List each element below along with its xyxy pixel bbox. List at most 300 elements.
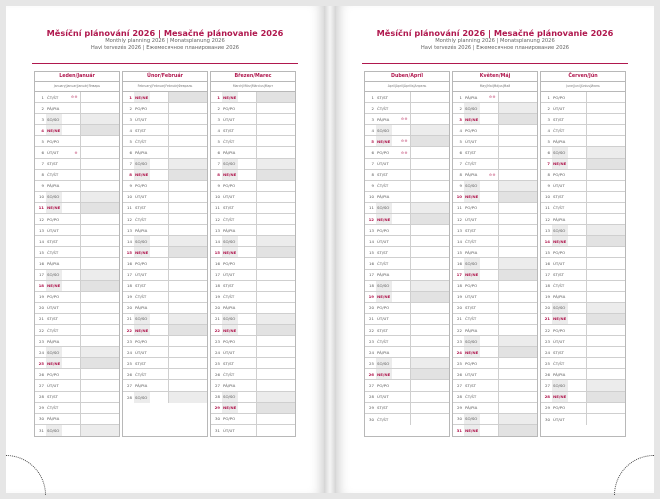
moon-phase-icon [62, 292, 80, 302]
note-cell[interactable] [256, 336, 295, 346]
note-cell[interactable] [80, 325, 119, 335]
note-cell[interactable] [586, 303, 625, 313]
note-cell[interactable] [80, 303, 119, 313]
note-cell[interactable] [256, 258, 295, 268]
note-cell[interactable] [168, 270, 207, 280]
weekday-label: PÁ/PIA [223, 382, 236, 388]
moon-phase-icon [568, 347, 586, 357]
note-cell[interactable] [586, 358, 625, 368]
note-cell[interactable] [168, 325, 207, 335]
note-cell[interactable] [256, 325, 295, 335]
moon-phase-icon [392, 247, 410, 257]
weekday-label: PÁ/PIA [135, 150, 148, 156]
note-cell[interactable] [168, 192, 207, 202]
note-cell[interactable] [256, 203, 295, 213]
day-row [211, 159, 295, 170]
note-cell[interactable] [498, 125, 537, 135]
note-cell[interactable] [410, 281, 449, 291]
weekday-label: NE/NE [222, 170, 238, 180]
note-cell[interactable] [498, 292, 537, 302]
note-cell[interactable] [410, 292, 449, 302]
day-number: 26 [368, 371, 374, 377]
note-cell[interactable] [256, 92, 295, 102]
note-cell[interactable] [410, 225, 449, 235]
day-row [453, 136, 537, 147]
weekday-label: PÁ/PIA [553, 216, 566, 222]
moon-phase-icon [568, 236, 586, 246]
note-cell[interactable] [498, 258, 537, 268]
day-number: 27 [39, 382, 44, 388]
note-cell[interactable] [410, 181, 449, 191]
note-cell[interactable] [586, 103, 625, 113]
day-number: 16 [369, 260, 374, 266]
note-cell[interactable] [256, 270, 295, 280]
note-cell[interactable] [80, 125, 119, 135]
day-row [541, 292, 625, 303]
note-cell[interactable] [410, 247, 449, 257]
day-number: 25 [127, 360, 132, 366]
note-cell[interactable] [80, 203, 119, 213]
moon-phase-icon [568, 336, 586, 346]
weekday-label: ČT/ŠT [377, 105, 389, 111]
note-cell[interactable] [498, 214, 537, 224]
moon-phase-icon [568, 358, 586, 368]
note-cell[interactable] [168, 369, 207, 379]
moon-phase-icon [238, 103, 256, 113]
note-cell[interactable] [586, 247, 625, 257]
note-cell[interactable] [586, 214, 625, 224]
note-cell[interactable] [256, 225, 295, 235]
note-cell[interactable] [168, 247, 207, 257]
note-cell[interactable] [498, 270, 537, 280]
note-cell[interactable] [586, 258, 625, 268]
weekday-label: NE/NE [222, 325, 238, 335]
note-cell[interactable] [80, 236, 119, 246]
weekday-label: ÚT/UT [553, 105, 565, 111]
day-number: 27 [545, 382, 550, 388]
note-cell[interactable] [80, 247, 119, 257]
day-row [35, 403, 119, 414]
note-cell[interactable] [498, 325, 537, 335]
day-number: 13 [39, 227, 44, 233]
note-cell[interactable] [498, 414, 537, 424]
page-title: Měsíční plánování 2026 | Mesačné plánovanie 2026 [46, 28, 284, 38]
note-cell[interactable] [80, 292, 119, 302]
note-cell[interactable] [586, 125, 625, 135]
note-cell[interactable] [586, 203, 625, 213]
note-cell[interactable] [256, 103, 295, 113]
month-translations: June|Juni|Június|Июнь [541, 82, 625, 92]
note-cell[interactable] [168, 92, 207, 102]
day-row [35, 292, 119, 303]
moon-phase-icon [150, 192, 168, 202]
weekday-label: ÚT/UT [47, 382, 59, 388]
note-cell[interactable] [410, 170, 449, 180]
note-cell[interactable] [80, 214, 119, 224]
note-cell[interactable] [410, 270, 449, 280]
moon-phase-icon [150, 392, 168, 403]
note-cell[interactable] [586, 147, 625, 157]
day-row [123, 281, 207, 292]
note-cell[interactable] [410, 380, 449, 390]
note-cell[interactable] [410, 92, 449, 102]
note-cell[interactable] [586, 392, 625, 402]
day-row [35, 103, 119, 114]
moon-phase-icon [568, 314, 586, 324]
note-cell[interactable] [80, 392, 119, 402]
day-row [365, 325, 449, 336]
note-cell[interactable] [80, 403, 119, 413]
day-number: 1 [459, 94, 462, 100]
moon-phase-icon [480, 336, 498, 346]
weekday-label: ČT/ŠT [223, 216, 235, 222]
note-cell[interactable] [168, 380, 207, 390]
note-cell[interactable] [256, 425, 295, 436]
day-row [541, 392, 625, 403]
day-row [541, 203, 625, 214]
day-row [35, 380, 119, 391]
note-cell[interactable] [256, 358, 295, 368]
note-cell[interactable] [586, 270, 625, 280]
note-cell[interactable] [498, 203, 537, 213]
note-cell[interactable] [80, 92, 119, 102]
day-number: 2 [459, 105, 462, 111]
day-row [35, 192, 119, 203]
day-row [211, 236, 295, 247]
note-cell[interactable] [168, 225, 207, 235]
note-cell[interactable] [410, 369, 449, 379]
note-cell[interactable] [586, 170, 625, 180]
note-cell[interactable] [498, 225, 537, 235]
note-cell[interactable] [256, 392, 295, 402]
note-cell[interactable] [498, 392, 537, 402]
note-cell[interactable] [80, 181, 119, 191]
day-number: 28 [457, 394, 462, 400]
day-number: 27 [127, 382, 132, 388]
note-cell[interactable] [498, 403, 537, 413]
note-cell[interactable] [168, 103, 207, 113]
note-cell[interactable] [256, 236, 295, 246]
note-cell[interactable] [256, 114, 295, 124]
day-number: 2 [41, 105, 44, 111]
moon-phase-icon [480, 247, 498, 257]
note-cell[interactable] [168, 347, 207, 357]
weekday-label: NE/NE [134, 247, 150, 257]
weekday-label: NE/NE [134, 170, 150, 180]
day-number: 2 [547, 105, 550, 111]
day-number: 28 [127, 394, 132, 400]
note-cell[interactable] [498, 425, 537, 436]
note-cell[interactable] [498, 314, 537, 324]
day-row [211, 336, 295, 347]
weekday-label: SO/SO [46, 270, 62, 280]
note-cell[interactable] [498, 170, 537, 180]
note-cell[interactable] [80, 103, 119, 113]
note-cell[interactable] [410, 303, 449, 313]
note-cell[interactable] [80, 159, 119, 169]
note-cell[interactable] [498, 103, 537, 113]
note-cell[interactable] [256, 192, 295, 202]
note-cell[interactable] [256, 214, 295, 224]
note-cell[interactable] [80, 258, 119, 268]
note-cell[interactable] [586, 347, 625, 357]
note-cell[interactable] [586, 92, 625, 102]
note-cell[interactable] [410, 159, 449, 169]
day-number: 20 [127, 305, 132, 311]
note-cell[interactable] [410, 325, 449, 335]
note-cell[interactable] [256, 170, 295, 180]
weekday-label: PÁ/PIA [223, 150, 236, 156]
note-cell[interactable] [410, 203, 449, 213]
note-cell[interactable] [256, 147, 295, 157]
day-number: 2 [217, 105, 220, 111]
note-cell[interactable] [256, 380, 295, 390]
note-cell[interactable] [586, 281, 625, 291]
day-row [35, 136, 119, 147]
note-cell[interactable] [498, 181, 537, 191]
note-cell[interactable] [256, 347, 295, 357]
day-number: 19 [127, 294, 132, 300]
page-subtitle-2: Havi tervezés 2026 | Ежемесячное планирование 2026 [90, 45, 240, 51]
day-row [541, 147, 625, 158]
note-cell[interactable] [586, 159, 625, 169]
note-cell[interactable] [410, 314, 449, 324]
weekday-label: ST/ST [553, 272, 565, 278]
day-row [35, 92, 119, 103]
note-cell[interactable] [498, 281, 537, 291]
weekday-label: PÁ/PIA [47, 416, 60, 422]
note-cell[interactable] [586, 292, 625, 302]
note-cell[interactable] [498, 336, 537, 346]
note-cell[interactable] [168, 392, 207, 403]
note-cell[interactable] [80, 369, 119, 379]
note-cell[interactable] [256, 414, 295, 424]
note-cell[interactable] [498, 347, 537, 357]
note-cell[interactable] [80, 414, 119, 424]
note-cell[interactable] [256, 314, 295, 324]
weekday-label: PO/PO [47, 294, 60, 300]
note-cell[interactable] [80, 192, 119, 202]
weekday-label: PÁ/PIA [465, 327, 478, 333]
day-row [35, 258, 119, 269]
note-cell[interactable] [498, 114, 537, 124]
note-cell[interactable] [256, 303, 295, 313]
moon-phase-icon [568, 392, 586, 402]
note-cell[interactable] [586, 403, 625, 413]
note-cell[interactable] [168, 258, 207, 268]
note-cell[interactable] [168, 114, 207, 124]
weekday-label: NE/NE [376, 292, 392, 302]
note-cell[interactable] [586, 336, 625, 346]
note-cell[interactable] [586, 325, 625, 335]
day-number: 22 [457, 327, 462, 333]
note-cell[interactable] [256, 181, 295, 191]
day-row [123, 236, 207, 247]
note-cell[interactable] [586, 369, 625, 379]
note-cell[interactable] [168, 336, 207, 346]
note-cell[interactable] [168, 281, 207, 291]
note-cell[interactable] [586, 414, 625, 425]
note-cell[interactable] [168, 147, 207, 157]
note-cell[interactable] [498, 192, 537, 202]
day-number: 29 [545, 405, 550, 411]
note-cell[interactable] [586, 192, 625, 202]
day-number: 22 [214, 327, 220, 333]
note-cell[interactable] [80, 136, 119, 146]
weekday-label: NE/NE [464, 347, 480, 357]
day-row [211, 170, 295, 181]
note-cell[interactable] [168, 203, 207, 213]
day-number: 16 [39, 260, 44, 266]
note-cell[interactable] [80, 270, 119, 280]
note-cell[interactable] [80, 114, 119, 124]
note-cell[interactable] [256, 125, 295, 135]
moon-phase-icon: ⊝ [74, 150, 78, 155]
note-cell[interactable] [168, 303, 207, 313]
note-cell[interactable] [410, 347, 449, 357]
note-cell[interactable] [498, 380, 537, 390]
note-cell[interactable] [168, 236, 207, 246]
weekday-label: ST/ST [465, 382, 477, 388]
note-cell[interactable] [410, 336, 449, 346]
note-cell[interactable] [256, 247, 295, 257]
day-number: 14 [369, 238, 374, 244]
note-cell[interactable] [80, 425, 119, 436]
day-row [541, 369, 625, 380]
note-cell[interactable] [586, 380, 625, 390]
note-cell[interactable] [586, 136, 625, 146]
note-cell[interactable] [168, 125, 207, 135]
note-cell[interactable] [586, 314, 625, 324]
note-cell[interactable] [410, 136, 449, 146]
weekday-label: PO/PO [223, 183, 236, 189]
note-cell[interactable] [498, 358, 537, 368]
day-number: 6 [459, 150, 462, 156]
day-number: 30 [457, 416, 462, 422]
note-cell[interactable] [410, 103, 449, 113]
day-row [123, 92, 207, 103]
note-cell[interactable] [168, 292, 207, 302]
day-number: 12 [368, 216, 374, 222]
day-row [541, 403, 625, 414]
note-cell[interactable] [410, 358, 449, 368]
note-cell[interactable] [168, 214, 207, 224]
note-cell[interactable] [168, 136, 207, 146]
note-cell[interactable] [256, 136, 295, 146]
note-cell[interactable] [498, 92, 537, 102]
note-cell[interactable] [586, 225, 625, 235]
note-cell[interactable] [410, 192, 449, 202]
note-cell[interactable] [80, 147, 119, 157]
day-number: 6 [41, 150, 44, 156]
note-cell[interactable] [80, 170, 119, 180]
moon-phase-icon [568, 125, 586, 135]
note-cell[interactable] [168, 170, 207, 180]
day-row [35, 347, 119, 358]
day-row [211, 247, 295, 258]
moon-phase-icon [238, 281, 256, 291]
day-row [453, 214, 537, 225]
note-cell[interactable] [256, 292, 295, 302]
day-row [541, 114, 625, 125]
day-number: 26 [457, 371, 462, 377]
note-cell[interactable] [80, 358, 119, 368]
day-number: 20 [545, 305, 550, 311]
moon-phase-icon [238, 236, 256, 246]
note-cell[interactable] [256, 159, 295, 169]
note-cell[interactable] [498, 236, 537, 246]
moon-phase-icon [62, 258, 80, 268]
note-cell[interactable] [80, 314, 119, 324]
weekday-label: NE/NE [222, 403, 238, 413]
note-cell[interactable] [410, 414, 449, 425]
note-cell[interactable] [168, 358, 207, 368]
note-cell[interactable] [410, 392, 449, 402]
day-row [211, 303, 295, 314]
note-cell[interactable] [256, 369, 295, 379]
note-cell[interactable] [80, 380, 119, 390]
note-cell[interactable] [410, 236, 449, 246]
note-cell[interactable] [168, 314, 207, 324]
note-cell[interactable] [498, 369, 537, 379]
note-cell[interactable] [168, 181, 207, 191]
day-row [365, 125, 449, 136]
note-cell[interactable] [498, 147, 537, 157]
note-cell[interactable] [498, 247, 537, 257]
note-cell[interactable] [80, 281, 119, 291]
moon-phase-icon [150, 103, 168, 113]
moon-phase-icon [568, 258, 586, 268]
day-row [211, 203, 295, 214]
note-cell[interactable] [168, 159, 207, 169]
note-cell[interactable] [586, 114, 625, 124]
day-row [541, 380, 625, 391]
day-number: 15 [457, 249, 462, 255]
moon-phase-icon [480, 380, 498, 390]
day-row [453, 303, 537, 314]
day-number: 18 [215, 283, 220, 289]
note-cell[interactable] [410, 114, 449, 124]
day-row [453, 369, 537, 380]
day-row [453, 292, 537, 303]
moon-phase-icon [62, 425, 80, 436]
moon-phase-icon [480, 159, 498, 169]
note-cell[interactable] [80, 225, 119, 235]
note-cell[interactable] [586, 236, 625, 246]
note-cell[interactable] [410, 147, 449, 157]
moon-phase-icon [480, 347, 498, 357]
note-cell[interactable] [256, 403, 295, 413]
note-cell[interactable] [498, 303, 537, 313]
day-number: 18 [545, 283, 550, 289]
note-cell[interactable] [410, 125, 449, 135]
note-cell[interactable] [498, 159, 537, 169]
day-row [211, 369, 295, 380]
weekday-label: NE/NE [552, 392, 568, 402]
note-cell[interactable] [586, 181, 625, 191]
note-cell[interactable] [410, 403, 449, 413]
note-cell[interactable] [498, 136, 537, 146]
note-cell[interactable] [410, 258, 449, 268]
day-row [35, 281, 119, 292]
note-cell[interactable] [80, 336, 119, 346]
moon-phase-icon [150, 125, 168, 135]
note-cell[interactable] [80, 347, 119, 357]
moon-phase-icon: ⊝⊝ [401, 139, 408, 144]
day-number: 24 [369, 349, 374, 355]
note-cell[interactable] [256, 281, 295, 291]
note-cell[interactable] [410, 214, 449, 224]
